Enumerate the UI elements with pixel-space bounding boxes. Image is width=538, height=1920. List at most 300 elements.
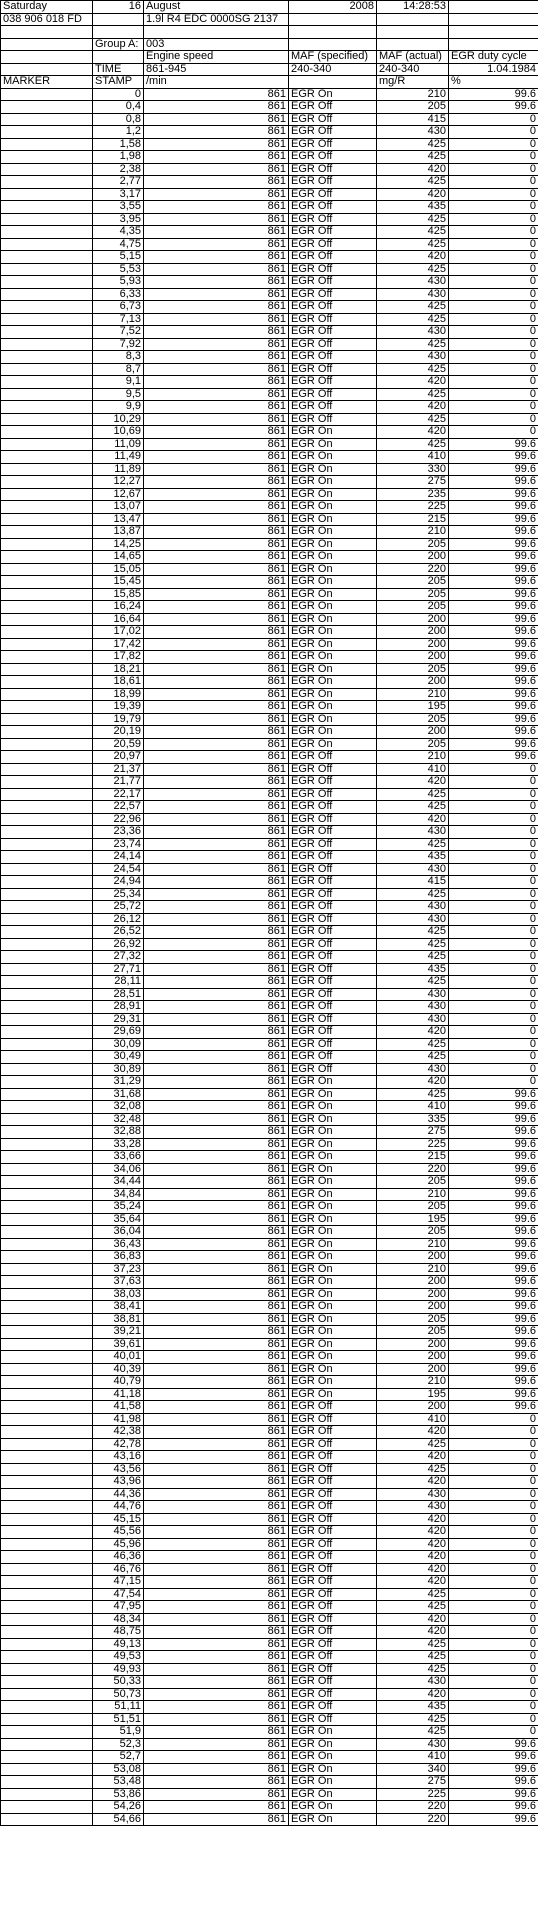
maf-actual-cell: 205: [377, 1176, 449, 1189]
table-row: [1, 1426, 538, 1439]
marker-cell: [1, 1801, 93, 1814]
engine-speed-cell: 861: [144, 1326, 289, 1339]
marker-cell: [1, 1063, 93, 1076]
timestamp-cell: 47,54: [93, 1588, 144, 1601]
egr-status-cell: EGR On: [289, 426, 377, 439]
egr-duty-cell: 0: [449, 1451, 538, 1464]
engine-speed-cell: 861: [144, 1351, 289, 1364]
stamp-label-cell: STAMP: [93, 76, 144, 89]
marker-cell: [1, 1676, 93, 1689]
day-cell: Saturday: [1, 1, 93, 14]
egr-status-cell: EGR On: [289, 438, 377, 451]
table-row: [1, 801, 538, 814]
maf-actual-cell: 430: [377, 913, 449, 926]
engine-speed-cell: 861: [144, 501, 289, 514]
egr-duty-cell: 0: [449, 988, 538, 1001]
table-row: [1, 826, 538, 839]
egr-status-cell: EGR Off: [289, 1601, 377, 1614]
egr-status-cell: EGR On: [289, 1326, 377, 1339]
maf-actual-cell: 430: [377, 1488, 449, 1501]
engine-speed-cell: 861: [144, 476, 289, 489]
maf-actual-cell: 205: [377, 101, 449, 114]
header-row-blank: [1, 26, 538, 39]
empty-cell: [1, 38, 93, 51]
timestamp-cell: 24,14: [93, 851, 144, 864]
engine-speed-cell: 861: [144, 863, 289, 876]
timestamp-cell: 36,83: [93, 1251, 144, 1264]
marker-cell: [1, 238, 93, 251]
marker-cell: [1, 751, 93, 764]
table-row: [1, 1676, 538, 1689]
egr-status-cell: EGR On: [289, 1376, 377, 1389]
engine-speed-cell: 861: [144, 1413, 289, 1426]
timestamp-cell: 1,98: [93, 151, 144, 164]
table-row: [1, 901, 538, 914]
egr-status-cell: EGR On: [289, 1088, 377, 1101]
engine-speed-cell: 861: [144, 1713, 289, 1726]
maf-actual-cell: 435: [377, 963, 449, 976]
engine-speed-cell: 861: [144, 1176, 289, 1189]
table-row: [1, 1288, 538, 1301]
timestamp-cell: 53,48: [93, 1776, 144, 1789]
egr-duty-cell: 0: [449, 338, 538, 351]
engine-speed-cell: 861: [144, 1101, 289, 1114]
egr-status-cell: EGR On: [289, 1776, 377, 1789]
engine-speed-cell: 861: [144, 1363, 289, 1376]
egr-status-cell: EGR Off: [289, 1676, 377, 1689]
marker-cell: [1, 363, 93, 376]
marker-cell: [1, 1138, 93, 1151]
egr-duty-cell: 0: [449, 201, 538, 214]
timestamp-cell: 7,92: [93, 338, 144, 351]
empty-cell: [1, 51, 93, 64]
maf-actual-cell: 430: [377, 1738, 449, 1751]
timestamp-cell: 35,24: [93, 1201, 144, 1214]
egr-duty-cell: 99.6: [449, 1226, 538, 1239]
engine-speed-cell: 861: [144, 463, 289, 476]
engine-speed-cell: 861: [144, 163, 289, 176]
egr-duty-cell: 99.6: [449, 1363, 538, 1376]
table-row: [1, 463, 538, 476]
maf-actual-cell: 340: [377, 1763, 449, 1776]
table-row: [1, 213, 538, 226]
engine-speed-cell: 861: [144, 1151, 289, 1164]
maf-actual-cell: 425: [377, 801, 449, 814]
table-row: [1, 1263, 538, 1276]
empty-cell: [289, 38, 377, 51]
egr-status-cell: EGR On: [289, 626, 377, 639]
timestamp-cell: 3,55: [93, 201, 144, 214]
egr-status-cell: EGR On: [289, 1263, 377, 1276]
egr-status-cell: EGR On: [289, 576, 377, 589]
marker-cell: [1, 476, 93, 489]
maf-actual-cell: 435: [377, 851, 449, 864]
egr-duty-cell: 99.6: [449, 1151, 538, 1164]
marker-cell: [1, 1376, 93, 1389]
engine-speed-cell: 861: [144, 1738, 289, 1751]
egr-duty-cell: 99.6: [449, 538, 538, 551]
egr-duty-cell: 99.6: [449, 1388, 538, 1401]
egr-status-cell: EGR Off: [289, 788, 377, 801]
engine-speed-cell: 861: [144, 1376, 289, 1389]
egr-duty-cell: 0: [449, 776, 538, 789]
engine-speed-cell: 861: [144, 138, 289, 151]
timestamp-cell: 18,61: [93, 676, 144, 689]
egr-status-cell: EGR On: [289, 563, 377, 576]
egr-status-cell: EGR Off: [289, 213, 377, 226]
timestamp-cell: 20,59: [93, 738, 144, 751]
marker-cell: [1, 1601, 93, 1614]
marker-cell: [1, 601, 93, 614]
engine-speed-cell: 861: [144, 1513, 289, 1526]
timestamp-cell: 10,69: [93, 426, 144, 439]
maf-actual-cell: 205: [377, 713, 449, 726]
egr-duty-cell: 99.6: [449, 488, 538, 501]
maf-actual-cell: 425: [377, 176, 449, 189]
maf-actual-cell: 435: [377, 1701, 449, 1714]
egr-duty-cell: 99.6: [449, 526, 538, 539]
engine-speed-cell: 861: [144, 1438, 289, 1451]
egr-status-cell: EGR Off: [289, 1413, 377, 1426]
engine-speed-cell: 861: [144, 1488, 289, 1501]
engine-speed-cell: 861: [144, 201, 289, 214]
header-row-date: [1, 1, 538, 14]
engine-speed-cell: 861: [144, 738, 289, 751]
maf-actual-cell: 420: [377, 1513, 449, 1526]
engine-speed-cell: 861: [144, 101, 289, 114]
egr-duty-cell: 0: [449, 1638, 538, 1651]
table-row: [1, 1513, 538, 1526]
timestamp-cell: 37,23: [93, 1263, 144, 1276]
table-row: [1, 238, 538, 251]
table-row: [1, 1701, 538, 1714]
marker-cell: [1, 1788, 93, 1801]
table-row: [1, 613, 538, 626]
marker-cell: [1, 1201, 93, 1214]
engine-speed-cell: 861: [144, 888, 289, 901]
egr-status-cell: EGR On: [289, 1738, 377, 1751]
engine-speed-cell: 861: [144, 1476, 289, 1489]
table-row: [1, 726, 538, 739]
egr-duty-cell: 0: [449, 901, 538, 914]
marker-cell: [1, 1026, 93, 1039]
egr-duty-cell: 99.6: [449, 1376, 538, 1389]
maf-actual-cell: 420: [377, 1426, 449, 1439]
maf-actual-cell: 235: [377, 488, 449, 501]
engine-speed-cell: 861: [144, 1726, 289, 1739]
egr-status-cell: EGR Off: [289, 176, 377, 189]
marker-cell: [1, 388, 93, 401]
table-row: [1, 951, 538, 964]
egr-duty-cell: 99.6: [449, 1113, 538, 1126]
egr-duty-cell: 0: [449, 1076, 538, 1089]
timestamp-cell: 33,66: [93, 1151, 144, 1164]
maf-actual-cell: 425: [377, 413, 449, 426]
table-row: [1, 788, 538, 801]
table-row: [1, 813, 538, 826]
table-row: [1, 1076, 538, 1089]
marker-cell: [1, 213, 93, 226]
egr-status-cell: EGR Off: [289, 1401, 377, 1414]
engine-speed-cell: 861: [144, 1551, 289, 1564]
egr-duty-cell: 0: [449, 1038, 538, 1051]
engine-speed-cell: 861: [144, 113, 289, 126]
timestamp-cell: 53,08: [93, 1763, 144, 1776]
egr-duty-cell: 0: [449, 1463, 538, 1476]
maf-actual-header: MAF (actual): [377, 51, 449, 64]
header-row-ranges: [1, 63, 538, 76]
table-row: [1, 1013, 538, 1026]
table-row: [1, 163, 538, 176]
egr-status-cell: EGR Off: [289, 138, 377, 151]
maf-actual-cell: 205: [377, 1226, 449, 1239]
maf-actual-cell: 200: [377, 1276, 449, 1289]
table-row: [1, 763, 538, 776]
table-row: [1, 663, 538, 676]
timestamp-cell: 18,99: [93, 688, 144, 701]
marker-cell: [1, 876, 93, 889]
table-row: [1, 976, 538, 989]
egr-duty-cell: 0: [449, 976, 538, 989]
maf-actual-cell: 425: [377, 1588, 449, 1601]
timestamp-cell: 54,66: [93, 1813, 144, 1826]
maf-actual-cell: 420: [377, 1476, 449, 1489]
table-row: [1, 1301, 538, 1314]
egr-duty-cell: 0: [449, 1563, 538, 1576]
egr-duty-cell: 0: [449, 138, 538, 151]
engine-speed-cell: 861: [144, 638, 289, 651]
timestamp-cell: 0: [93, 88, 144, 101]
egr-duty-cell: 0: [449, 263, 538, 276]
egr-duty-cell: 99.6: [449, 1163, 538, 1176]
table-row: [1, 1438, 538, 1451]
marker-cell: [1, 1401, 93, 1414]
engine-speed-cell: 861: [144, 226, 289, 239]
marker-cell: [1, 913, 93, 926]
table-row: [1, 1613, 538, 1626]
egr-status-cell: EGR Off: [289, 826, 377, 839]
engine-speed-cell: 861: [144, 426, 289, 439]
egr-duty-cell: 99.6: [449, 1288, 538, 1301]
maf-actual-cell: 410: [377, 1101, 449, 1114]
egr-duty-cell: 0: [449, 188, 538, 201]
engine-speed-cell: 861: [144, 1313, 289, 1326]
egr-duty-cell: 99.6: [449, 1738, 538, 1751]
marker-cell: [1, 301, 93, 314]
egr-duty-cell: 0: [449, 1413, 538, 1426]
engine-speed-cell: 861: [144, 1251, 289, 1264]
egr-status-cell: EGR Off: [289, 126, 377, 139]
marker-cell: [1, 1751, 93, 1764]
egr-duty-cell: 0: [449, 1001, 538, 1014]
maf-actual-cell: 210: [377, 1238, 449, 1251]
egr-duty-cell: 99.6: [449, 1313, 538, 1326]
egr-status-cell: EGR Off: [289, 1451, 377, 1464]
timestamp-cell: 3,95: [93, 213, 144, 226]
maf-actual-cell: 425: [377, 1663, 449, 1676]
egr-duty-cell: 0: [449, 851, 538, 864]
egr-status-cell: EGR Off: [289, 1613, 377, 1626]
maf-actual-cell: 275: [377, 1776, 449, 1789]
engine-speed-header: Engine speed: [144, 51, 289, 64]
timestamp-cell: 49,13: [93, 1638, 144, 1651]
timestamp-cell: 5,15: [93, 251, 144, 264]
marker-cell: [1, 1726, 93, 1739]
timestamp-cell: 54,26: [93, 1801, 144, 1814]
timestamp-cell: 8,7: [93, 363, 144, 376]
table-row: [1, 988, 538, 1001]
group-value-cell: 003: [144, 38, 289, 51]
maf-actual-cell: 220: [377, 1163, 449, 1176]
egr-status-cell: EGR On: [289, 1151, 377, 1164]
maf-actual-cell: 425: [377, 438, 449, 451]
engine-speed-cell: 861: [144, 826, 289, 839]
egr-duty-cell: 0: [449, 888, 538, 901]
engine-speed-cell: 861: [144, 513, 289, 526]
table-row: [1, 963, 538, 976]
egr-status-cell: EGR Off: [289, 813, 377, 826]
egr-duty-cell: 0: [449, 151, 538, 164]
timestamp-cell: 13,47: [93, 513, 144, 526]
engine-speed-cell: 861: [144, 651, 289, 664]
engine-speed-cell: 861: [144, 1676, 289, 1689]
timestamp-cell: 20,19: [93, 726, 144, 739]
egr-status-cell: EGR On: [289, 1301, 377, 1314]
maf-actual-cell: 425: [377, 1638, 449, 1651]
maf-actual-cell: 425: [377, 1651, 449, 1664]
maf-actual-cell: 200: [377, 1351, 449, 1364]
egr-status-cell: EGR Off: [289, 1051, 377, 1064]
engine-range-cell: 861-945: [144, 63, 289, 76]
table-row: [1, 1638, 538, 1651]
table-row: [1, 1101, 538, 1114]
engine-speed-cell: 861: [144, 388, 289, 401]
engine-speed-cell: 861: [144, 713, 289, 726]
egr-duty-cell: 99.6: [449, 613, 538, 626]
timestamp-cell: 32,48: [93, 1113, 144, 1126]
engine-speed-cell: 861: [144, 1663, 289, 1676]
egr-duty-cell: 99.6: [449, 701, 538, 714]
maf-actual-cell: 420: [377, 188, 449, 201]
egr-duty-cell: 99.6: [449, 463, 538, 476]
table-row: [1, 113, 538, 126]
table-row: [1, 1788, 538, 1801]
engine-speed-cell: 861: [144, 663, 289, 676]
table-row: [1, 676, 538, 689]
table-row: [1, 1563, 538, 1576]
egr-duty-cell: 0: [449, 1613, 538, 1626]
marker-cell: [1, 588, 93, 601]
header-row-units: [1, 76, 538, 89]
table-row: [1, 1551, 538, 1564]
egr-status-cell: EGR Off: [289, 1001, 377, 1014]
header-row-group: [1, 38, 538, 51]
timestamp-cell: 23,74: [93, 838, 144, 851]
egr-status-cell: EGR Off: [289, 326, 377, 339]
engine-speed-cell: 861: [144, 1001, 289, 1014]
maf-actual-cell: 225: [377, 501, 449, 514]
egr-status-cell: EGR On: [289, 1388, 377, 1401]
maf-actual-cell: 425: [377, 976, 449, 989]
maf-actual-cell: 210: [377, 751, 449, 764]
marker-cell: [1, 1551, 93, 1564]
maf-actual-cell: 200: [377, 1251, 449, 1264]
engine-speed-cell: 861: [144, 1601, 289, 1614]
timestamp-cell: 18,21: [93, 663, 144, 676]
engine-speed-cell: 861: [144, 1088, 289, 1101]
maf-actual-cell: 210: [377, 526, 449, 539]
engine-speed-cell: 861: [144, 1401, 289, 1414]
table-row: [1, 413, 538, 426]
marker-cell: [1, 1113, 93, 1126]
part-number-cell: 038 906 018 FD: [1, 13, 93, 26]
timestamp-cell: 25,72: [93, 901, 144, 914]
egr-status-cell: EGR On: [289, 713, 377, 726]
egr-duty-cell: 0: [449, 938, 538, 951]
table-row: [1, 601, 538, 614]
marker-cell: [1, 451, 93, 464]
maf-actual-cell: 200: [377, 613, 449, 626]
timestamp-cell: 1,58: [93, 138, 144, 151]
marker-cell: [1, 1488, 93, 1501]
marker-cell: [1, 1038, 93, 1051]
engine-speed-cell: 861: [144, 551, 289, 564]
maf-actual-cell: 200: [377, 1401, 449, 1414]
egr-status-cell: EGR Off: [289, 963, 377, 976]
timestamp-cell: 21,77: [93, 776, 144, 789]
egr-status-cell: EGR On: [289, 1201, 377, 1214]
table-row: [1, 1151, 538, 1164]
maf-specified-header: MAF (specified): [289, 51, 377, 64]
marker-cell: [1, 851, 93, 864]
engine-speed-cell: 861: [144, 1763, 289, 1776]
marker-cell: [1, 1263, 93, 1276]
maf-actual-cell: 225: [377, 1138, 449, 1151]
table-row: [1, 1576, 538, 1589]
engine-speed-cell: 861: [144, 288, 289, 301]
table-row: [1, 738, 538, 751]
maf-actual-cell: 430: [377, 863, 449, 876]
egr-status-cell: EGR On: [289, 613, 377, 626]
engine-speed-cell: 861: [144, 1213, 289, 1226]
marker-cell: [1, 1313, 93, 1326]
egr-status-cell: EGR Off: [289, 863, 377, 876]
marker-cell: [1, 113, 93, 126]
engine-speed-cell: 861: [144, 276, 289, 289]
marker-cell: [1, 338, 93, 351]
egr-duty-cell: 0: [449, 1501, 538, 1514]
egr-status-cell: EGR Off: [289, 101, 377, 114]
engine-speed-cell: 861: [144, 1051, 289, 1064]
egr-status-cell: EGR On: [289, 1276, 377, 1289]
egr-status-cell: EGR On: [289, 476, 377, 489]
table-row: [1, 776, 538, 789]
egr-status-cell: EGR Off: [289, 1551, 377, 1564]
table-row: [1, 276, 538, 289]
engine-speed-cell: 861: [144, 126, 289, 139]
egr-status-cell: EGR Off: [289, 1563, 377, 1576]
table-row: [1, 751, 538, 764]
table-row: [1, 1451, 538, 1464]
table-row: [1, 1051, 538, 1064]
engine-speed-cell: 861: [144, 1588, 289, 1601]
empty-cell: [449, 13, 538, 26]
egr-duty-cell: 0: [449, 1576, 538, 1589]
egr-status-cell: EGR Off: [289, 1513, 377, 1526]
egr-duty-cell: 99.6: [449, 1776, 538, 1789]
maf-actual-cell: 275: [377, 1126, 449, 1139]
egr-status-cell: EGR Off: [289, 201, 377, 214]
